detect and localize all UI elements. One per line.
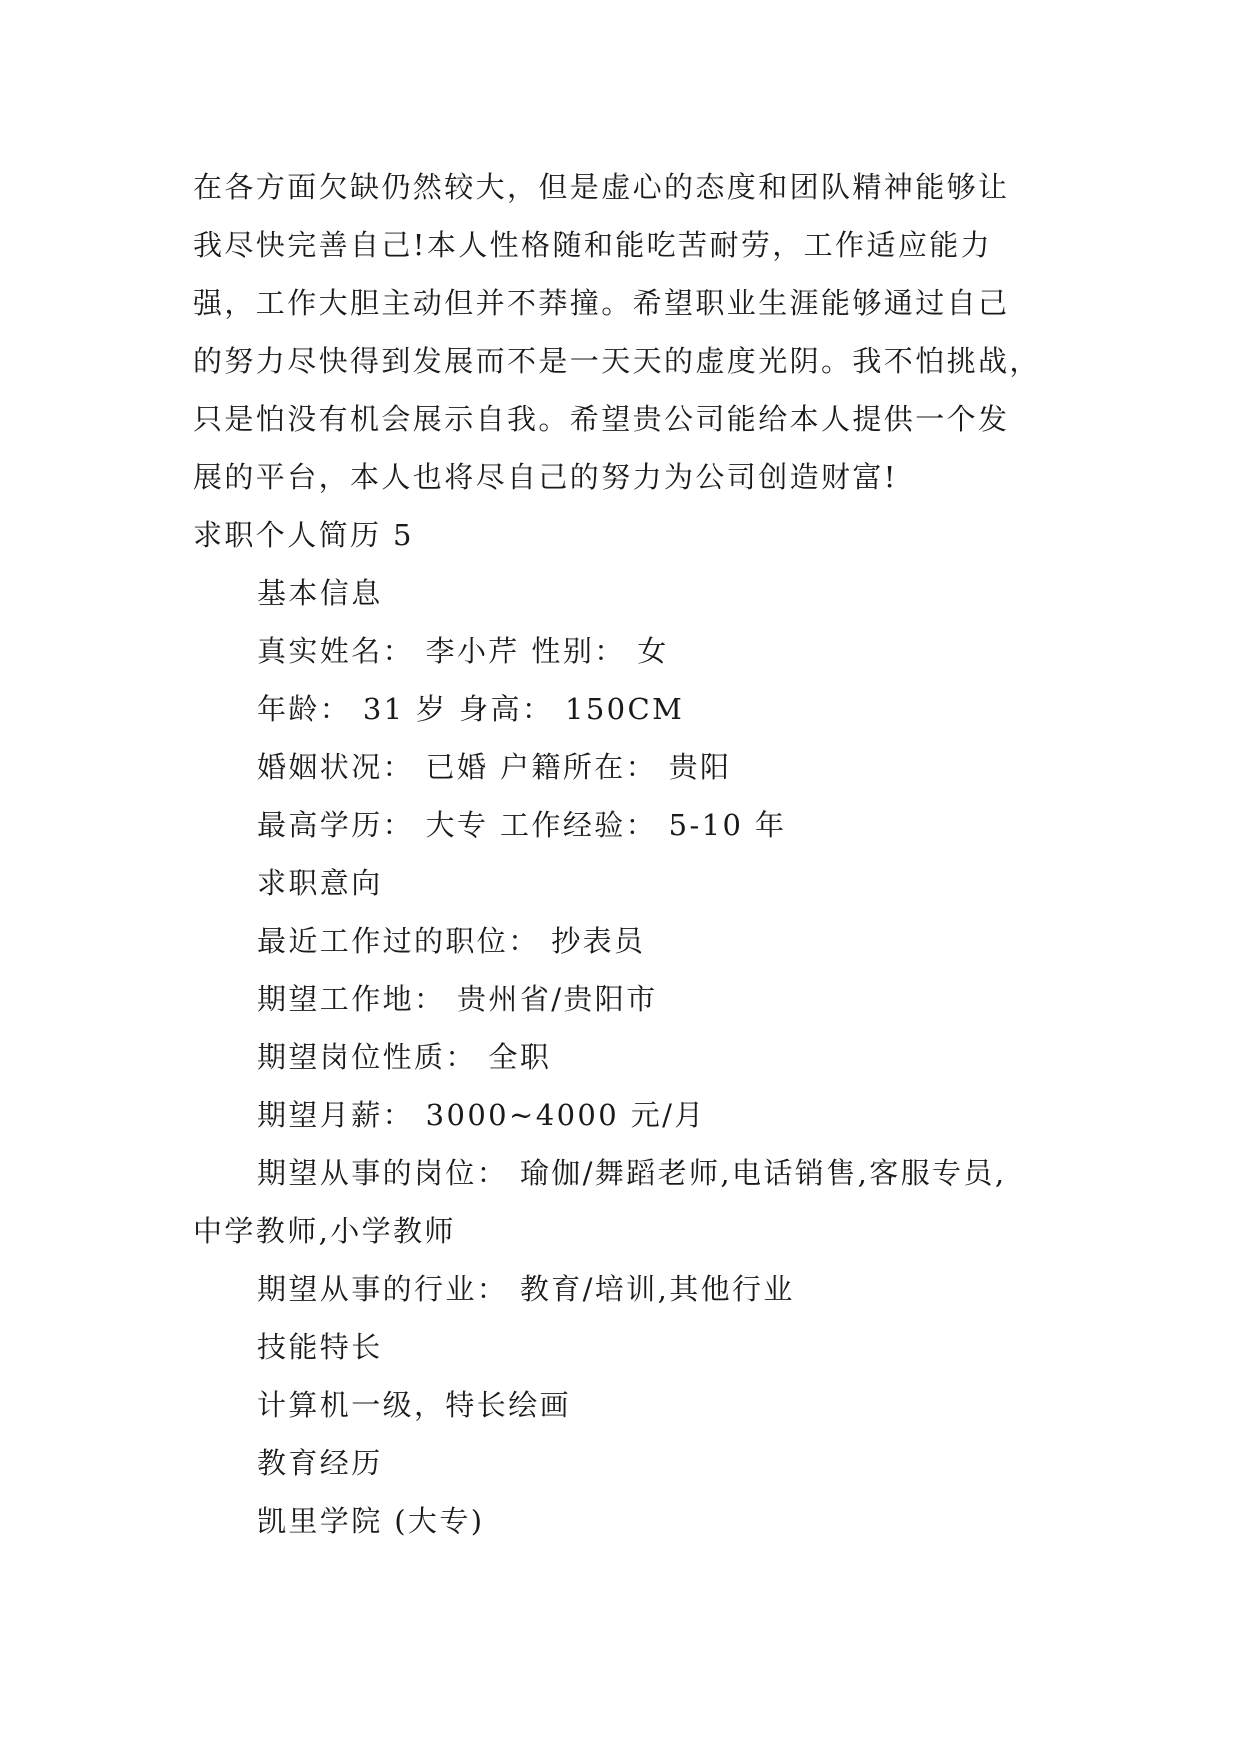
education-school: 凯里学院 (大专) [257,1504,485,1538]
recent-position-line: 最近工作过的职位： 抄表员 [257,924,646,958]
intro-line-2: 我尽快完善自己!本人性格随和能吃苦耐劳，工作适应能力 [193,228,993,262]
name-gender-line: 真实姓名： 李小芹 性别： 女 [257,634,669,668]
age-height-line: 年龄： 31 岁 身高： 150CM [257,692,685,726]
intro-line-5: 只是怕没有机会展示自我。希望贵公司能给本人提供一个发 [193,402,1010,436]
desired-industry-line: 期望从事的行业： 教育/培训,其他行业 [257,1272,795,1306]
job-intent-heading: 求职意向 [257,866,383,900]
skills-heading: 技能特长 [257,1330,383,1364]
skills-content: 计算机一级，特长绘画 [257,1388,572,1422]
resume-title: 求职个人简历 5 [193,518,414,552]
intro-line-1: 在各方面欠缺仍然较大，但是虚心的态度和团队精神能够让 [193,170,1010,204]
basic-info-heading: 基本信息 [257,576,383,610]
desired-location-line: 期望工作地： 贵州省/贵阳市 [257,982,658,1016]
intro-line-6: 展的平台，本人也将尽自己的努力为公司创造财富! [193,460,898,494]
education-heading: 教育经历 [257,1446,383,1480]
education-experience-line: 最高学历： 大专 工作经验： 5-10 年 [257,808,787,842]
desired-positions-continuation: 中学教师,小学教师 [193,1214,456,1248]
desired-salary-line: 期望月薪： 3000~4000 元/月 [257,1098,706,1132]
intro-line-3: 强，工作大胆主动但并不莽撞。希望职业生涯能够通过自己 [193,286,1010,320]
job-nature-line: 期望岗位性质： 全职 [257,1040,552,1074]
desired-positions-line: 期望从事的岗位： 瑜伽/舞蹈老师,电话销售,客服专员, [257,1156,1007,1190]
intro-line-4: 的努力尽快得到发展而不是一天天的虚度光阴。我不怕挑战， [193,344,1041,378]
marital-hukou-line: 婚姻状况： 已婚 户籍所在： 贵阳 [257,750,732,784]
resume-text-block [193,158,1063,1550]
